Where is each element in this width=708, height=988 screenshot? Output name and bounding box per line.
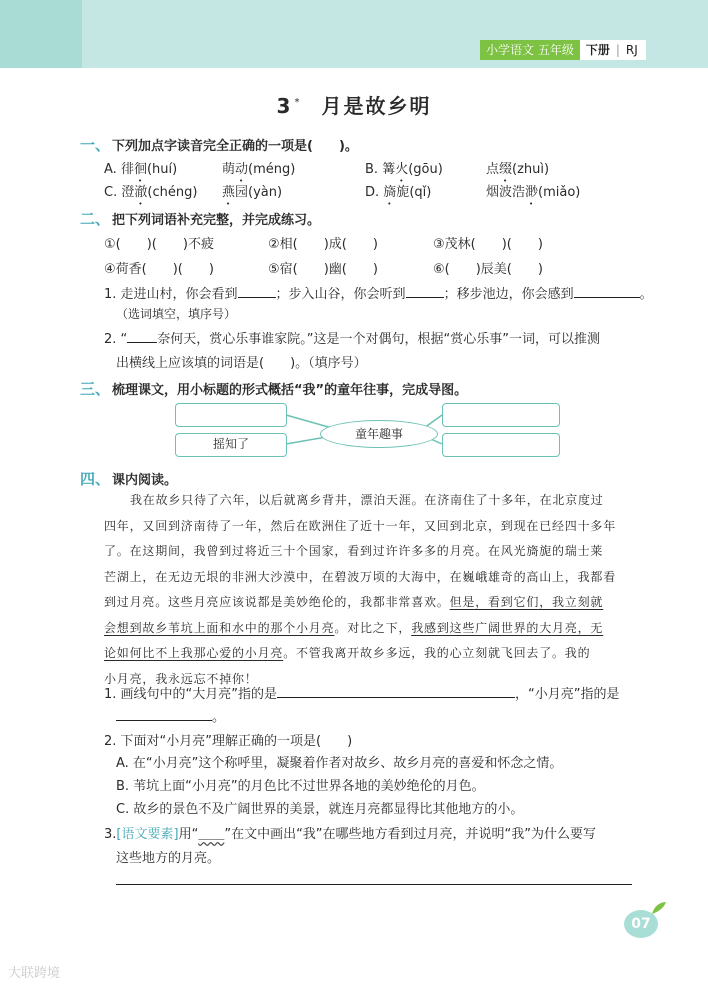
separator: | [616,40,620,60]
q1-option-b-2: 点缀(zhuì) [486,162,550,177]
q3-stem: 梳理课文，用小标题的形式概括“我”的童年往事，完成导图。 [112,383,468,398]
q2-sub-1: 1. 走进山村，你会看到 ；步入山谷，你会听到 ；移步池边，你会感到 。 [104,287,653,302]
q2-stem: 把下列词语补充完整，并完成练习。 [112,213,321,228]
q2-sub-1-note: （选词填空，填序号） [116,307,237,321]
volume-label: 下册 [580,40,616,60]
q2-item-2: ②相( )成( ) [268,237,378,252]
q2-item-6: ⑥( )辰美( ) [433,262,543,277]
wavy-line-symbol: ＿＿ [198,827,225,842]
q4-sub-3: 3.[语文要素]用“＿＿”在文中画出“我”在哪些地方看到过月亮，并说明“我”为什么要写 [104,827,597,842]
q1-option-b: B. 篝火(gōu) [365,162,443,177]
page-number: 07 [624,910,658,938]
answer-blank[interactable] [116,709,212,721]
subject-label: 小学语文 五年级 [480,40,580,60]
language-element-tag: [语文要素] [116,827,179,842]
answer-blank[interactable] [277,686,515,698]
q4-sub-2: 2. 下面对“小月亮”理解正确的一项是( ) [104,734,353,749]
lesson-number: 3 [276,94,293,118]
q1-number: 一、 [80,136,111,154]
reading-passage: 我在故乡只待了六年，以后就离乡背井，漂泊天涯。在济南住了十多年，在北京度过 四年，又回到济南待了一年，然后在欧洲住了近十一年，又回到北京，到现在已经四十多年 了。在这期间，我曾到过将近三十个国家，看到过许许多多的月亮。在风光旖旎的瑞士莱 芒湖上，在无边无垠的非洲大沙漠中，在碧波万顷的大海中，在巍峨雄奇的高山上，我都看 到过月亮。这些月亮应该说都是美妙绝伦的，我都非常喜欢。但是，看到它们，我立刻就 会想到故乡苇坑上面和水中的那个小月亮。对比之下，我感到这些广阔世界的大月亮，无 论如何比不上我那心爱的小月亮。不管我离开故乡多远，我的心立刻就飞回去了。我的 小月亮，我永远忘不掉你！ [104,493,617,686]
q4-sub-3-cont: 这些地方的月亮。 [116,851,221,866]
q4-stem: 课内阅读。 [112,473,178,488]
q1-option-a-2: 萌动(méng) [222,162,296,177]
q4-sub-2-option-a: A. 在“小月亮”这个称呼里，凝聚着作者对故乡、故乡月亮的喜爱和怀念之情。 [116,756,563,771]
q4-number: 四、 [80,470,111,488]
lesson-title: 月是故乡明 [321,94,432,118]
q4-sub-1-cont: 。 [116,706,225,725]
q4-sub-2-option-b: B. 苇坑上面“小月亮”的月色比不过世界各地的美妙绝伦的月色。 [116,779,485,794]
q1-option-d-2: 烟波浩渺(miǎo) [486,185,581,200]
q4-sub-1: 1. 画线句中的“大月亮”指的是 ，“小月亮”指的是 [104,687,620,702]
q2-sub-2-cont: 出横线上应该填的词语是( )。（填序号） [116,356,367,371]
mindmap-box-bottom-left[interactable]: 摇知了 [175,433,287,457]
q1-option-c-2: 燕园(yàn) [222,185,283,200]
q4-heading [80,468,177,489]
q2-item-1: ①( )( )不疲 [104,237,214,252]
q2-number: 二、 [80,210,111,228]
watermark: 大联跨境 [8,966,61,981]
q1-option-a: A. 徘徊(huí) [104,162,178,177]
q2-item-3: ③茂林( )( ) [433,237,543,252]
q4-sub-2-option-c: C. 故乡的景色不及广阔世界的美景，就连月亮都显得比其他地方的小。 [116,802,524,817]
mindmap-box-top-left[interactable] [175,403,287,427]
mindmap-center: 童年趣事 [320,420,438,448]
q1-option-d: D. 旖旎(qǐ) [365,185,432,200]
lesson-mark: * [294,97,302,109]
mindmap-box-bottom-right[interactable] [442,433,560,457]
q2-item-4: ④荷香( )( ) [104,262,214,277]
q1-stem: 下列加点字读音完全正确的一项是( )。 [112,139,358,154]
q2-sub-2: 2. “ 奈何天，赏心乐事谁家院。”这是一个对偶句，根据“赏心乐事”一词，可以推测 [104,332,600,347]
q2-item-5: ⑤宿( )幽( ) [268,262,378,277]
edition-label: RJ [620,40,646,60]
answer-line[interactable] [116,884,632,885]
q1-option-c: C. 澄澈(chéng) [104,185,198,200]
q3-number: 三、 [80,380,111,398]
mindmap-box-top-right[interactable] [442,403,560,427]
